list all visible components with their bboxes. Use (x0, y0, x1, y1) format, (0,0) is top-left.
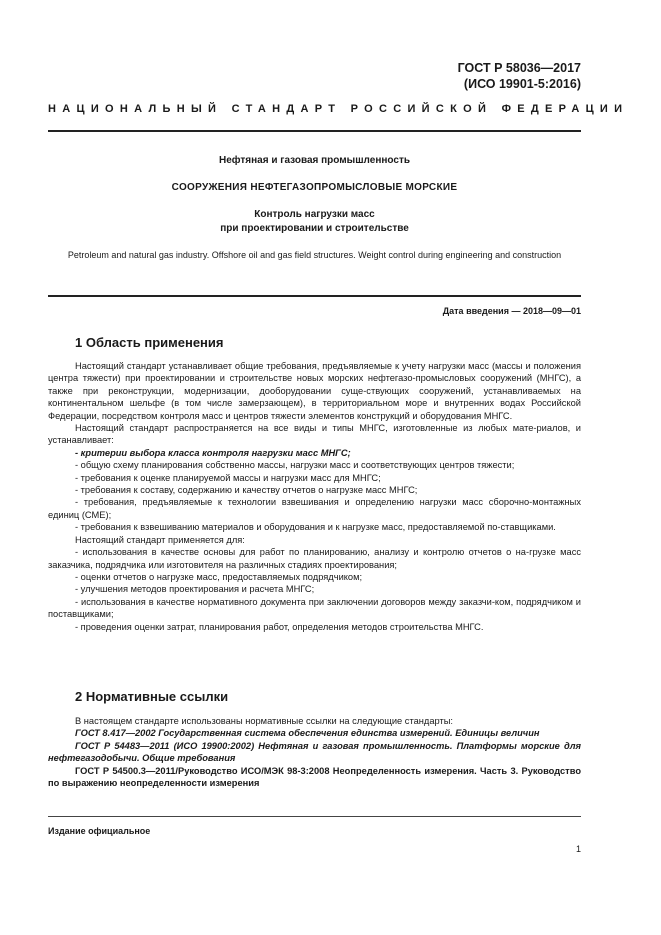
footer-rule (48, 816, 581, 817)
iso-id: (ИСО 19901-5:2016) (463, 77, 581, 91)
industry-title: Нефтяная и газовая промышленность (219, 155, 410, 166)
list-item: - требования, предъявляемые к технологии взвешивания и определению нагрузки масс сборочно-монтажных единиц (СМЕ); (48, 497, 581, 520)
reference-item: ГОСТ Р 54483—2011 (ИСО 19900:2002) Нефтяная и газовая промышленность. Платформы морские для нефтегазодобычи. Общие требования (48, 740, 581, 764)
list-item: - требования к взвешиванию материалов и оборудования и к нагрузке масс, предоставляемой по-ставщиками. (75, 522, 556, 533)
header-rule (48, 130, 581, 132)
paragraph: Настоящий стандарт устанавливает общие требования, предъявляемые к учету нагрузки масс (массы и положения центра тяжести) при проектировании и строительстве новых морских нефтегазо-промысловых сооружений (МНГС), а также при реконструкции, модернизации, дооборудовании суще-ствующих сооружений, устанавливаемых на континентальном шельфе (в том числе замерзающем), в территориальном море и внутренних водах Российской Федерации, посредством контроля масс и центров тяжести элементов конструкций и оборудования МНГС. (48, 361, 581, 421)
section-1-body (48, 360, 581, 633)
section-2-heading: 2 Нормативные ссылки (75, 689, 229, 704)
standard-id: ГОСТ Р 58036—2017 (457, 61, 581, 75)
list-item: - требования к составу, содержанию и качеству отчетов о нагрузке масс МНГС; (75, 485, 418, 496)
paragraph: Настоящий стандарт распространяется на все виды и типы МНГС, изготовленные из любых мате-риалов, и устанавливает: (48, 423, 581, 446)
english-title: Petroleum and natural gas industry. Offshore oil and gas field structures. Weight control during engineering and construction (67, 250, 562, 260)
paragraph: В настоящем стандарте использованы нормативные ссылки на следующие стандарты: (75, 716, 454, 726)
standard-designation (458, 60, 581, 92)
list-item: - проведения оценки затрат, планирования работ, определения методов строительства МНГС. (75, 621, 484, 632)
list-item: - использования в качестве нормативного документа при заключении договоров между заказчи-ком, подрядчиком и поставщиками; (48, 596, 581, 620)
edition-label: Издание официальное (48, 826, 151, 836)
paragraph: Настоящий стандарт применяется для: (75, 534, 245, 545)
subtitle (48, 208, 581, 236)
section-2-body (48, 715, 581, 789)
introduction-date: Дата введения — 2018—09—01 (442, 306, 581, 316)
list-item: - использования в качестве основы для работ по планированию, анализу и контролю отчетов о на-грузке масс заказчика, подрядчика или изготовителя на различных стадиях проектирования; (48, 547, 581, 570)
list-item: - требования к оценке планируемой массы и нагрузки масс для МНГС; (75, 472, 381, 483)
reference-item: ГОСТ Р 54500.3—2011/Руководство ИСО/МЭК 98-3:2008 Неопределенность измерения. Часть 3. Руководство по выражению неопределенности измерения (48, 765, 581, 789)
list-item: - улучшения методов проектирования и расчета МНГС; (75, 584, 315, 595)
list-item: - оценки отчетов о нагрузке масс, предоставляемых подрядчиком; (75, 571, 363, 582)
subtitle-line-1: Контроль нагрузки масс (254, 209, 375, 220)
reference-item: ГОСТ 8.417—2002 Государственная система обеспечения единства измерений. Единицы величин (75, 728, 540, 739)
subtitle-line-2: при проектировании и строительстве (220, 223, 409, 234)
national-standard-banner: НАЦИОНАЛЬНЫЙ СТАНДАРТ РОССИЙСКОЙ ФЕДЕРАЦИИ (48, 103, 629, 115)
page-number: 1 (575, 844, 581, 854)
main-title: СООРУЖЕНИЯ НЕФТЕГАЗОПРОМЫСЛОВЫЕ МОРСКИЕ (171, 182, 458, 193)
title-rule (48, 295, 581, 297)
list-item: - общую схему планирования собственно массы, нагрузки масс и соответствующих центров тяжести; (75, 460, 515, 471)
list-item: - критерии выбора класса контроля нагрузки масс МНГС; (75, 447, 351, 458)
section-1-heading: 1 Область применения (75, 335, 224, 350)
